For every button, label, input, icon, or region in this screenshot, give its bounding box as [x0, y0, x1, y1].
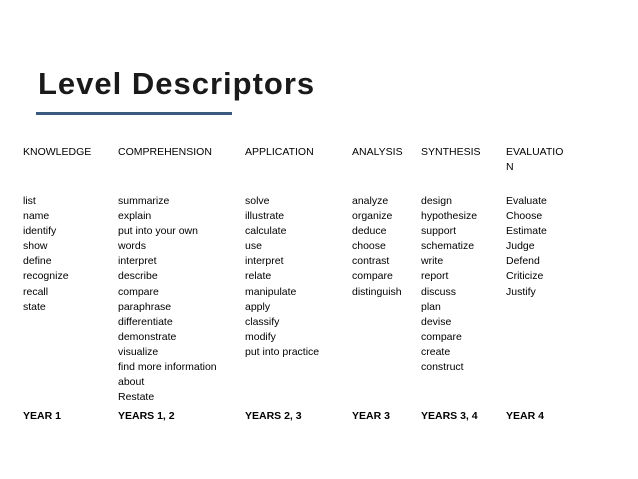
- descriptor-item: Choose: [506, 210, 543, 223]
- descriptor-item: solve: [245, 195, 270, 207]
- descriptor-item: put into your own: [118, 225, 198, 238]
- descriptor-item: deduce: [352, 225, 387, 238]
- column-items-synthesis: [421, 194, 477, 375]
- descriptor-item: relate: [245, 270, 272, 283]
- descriptor-item: plan: [421, 300, 441, 313]
- column-items-evaluation: [506, 194, 547, 300]
- year-label-synthesis: YEARS 3, 4: [421, 410, 478, 422]
- column-items-application: [245, 194, 319, 360]
- descriptor-item: calculate: [245, 225, 287, 238]
- descriptor-item: organize: [352, 210, 393, 223]
- descriptor-item: discuss: [421, 285, 457, 298]
- descriptor-item: report: [421, 270, 449, 283]
- descriptor-item: distinguish: [352, 285, 402, 298]
- descriptor-item: analyze: [352, 195, 389, 207]
- descriptor-item: Justify: [506, 285, 536, 298]
- descriptor-item: classify: [245, 315, 280, 328]
- column-header-evaluation: EVALUATIO N: [506, 146, 564, 173]
- descriptor-item: differentiate: [118, 315, 173, 328]
- descriptor-item: hypothesize: [421, 210, 478, 223]
- page-title: Level Descriptors: [38, 66, 316, 101]
- descriptor-item: create: [421, 345, 451, 358]
- descriptor-item: compare: [352, 270, 393, 283]
- descriptor-item: compare: [421, 330, 462, 343]
- descriptor-item: design: [421, 195, 452, 207]
- descriptor-item: write: [421, 255, 444, 268]
- descriptor-item: name: [23, 210, 50, 223]
- year-label-application: YEARS 2, 3: [245, 410, 302, 422]
- year-label-comprehension: YEARS 1, 2: [118, 410, 175, 422]
- column-header-knowledge: KNOWLEDGE: [23, 146, 92, 158]
- descriptor-item: Restate: [118, 391, 155, 404]
- column-header-application: APPLICATION: [245, 146, 314, 158]
- column-header-comprehension: COMPREHENSION: [118, 146, 212, 158]
- descriptor-item: support: [421, 225, 457, 238]
- descriptor-item: state: [23, 300, 46, 313]
- column-items-comprehension: [118, 194, 217, 405]
- descriptor-item: schematize: [421, 240, 475, 253]
- descriptor-item: choose: [352, 240, 386, 253]
- column-header-analysis: ANALYSIS: [352, 146, 403, 158]
- descriptor-item: Evaluate: [506, 195, 547, 207]
- descriptor-item: define: [23, 255, 52, 268]
- descriptor-item: show: [23, 240, 48, 253]
- descriptor-item: interpret: [118, 255, 157, 268]
- descriptor-item: illustrate: [245, 210, 285, 223]
- title-underline: [36, 112, 232, 115]
- descriptor-item: paraphrase: [118, 300, 172, 313]
- descriptor-item: manipulate: [245, 285, 297, 298]
- descriptor-item: Criticize: [506, 270, 544, 283]
- year-label-analysis: YEAR 3: [352, 410, 390, 422]
- column-items-analysis: [352, 194, 402, 300]
- descriptor-item: summarize: [118, 195, 170, 207]
- descriptor-item: contrast: [352, 255, 390, 268]
- descriptor-item: devise: [421, 315, 452, 328]
- descriptor-item: visualize: [118, 345, 159, 358]
- descriptor-item: words: [118, 240, 147, 253]
- descriptor-item: demonstrate: [118, 330, 177, 343]
- descriptor-item: interpret: [245, 255, 284, 268]
- descriptor-item: Estimate: [506, 225, 547, 238]
- descriptor-item: recognize: [23, 270, 69, 283]
- descriptor-item: Defend: [506, 255, 540, 268]
- descriptor-item: explain: [118, 210, 152, 223]
- descriptor-item: compare: [118, 285, 159, 298]
- descriptor-item: list: [23, 195, 36, 207]
- descriptor-item: find more information: [118, 361, 217, 374]
- year-label-evaluation: YEAR 4: [506, 410, 544, 422]
- descriptor-item: identify: [23, 225, 57, 238]
- descriptor-item: describe: [118, 270, 158, 283]
- descriptor-item: modify: [245, 330, 276, 343]
- descriptor-item: construct: [421, 361, 464, 374]
- column-header-synthesis: SYNTHESIS: [421, 146, 481, 158]
- year-label-knowledge: YEAR 1: [23, 410, 61, 422]
- descriptor-item: recall: [23, 285, 49, 298]
- descriptor-item: use: [245, 240, 262, 253]
- column-items-knowledge: [23, 194, 69, 315]
- descriptor-item: apply: [245, 300, 271, 313]
- descriptor-item: put into practice: [245, 345, 320, 358]
- descriptor-item: about: [118, 376, 145, 389]
- descriptor-item: Judge: [506, 240, 535, 253]
